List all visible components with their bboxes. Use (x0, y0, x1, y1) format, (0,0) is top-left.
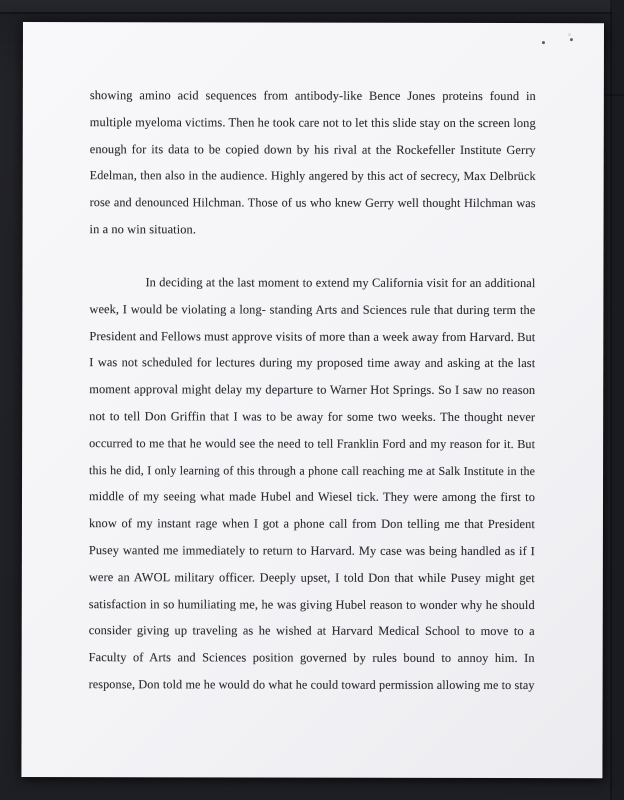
document-page (21, 22, 604, 778)
text-line: enough for its data to be copied down by his rival at the Rockefeller Institute Gerry (89, 141, 536, 157)
text-line: middle of my seeing what made Hubel and Wiesel tick. They were among the first to (88, 489, 536, 505)
text-line: response, Don told me he would do what he could toward permission allowing me to stay (88, 677, 535, 693)
ink-speck-faint (568, 33, 571, 36)
ink-speck (570, 38, 573, 41)
text-line: occurred to me that he would see the need to tell Franklin Ford and my reason for it. But (89, 435, 536, 451)
text-line: Edelman, then also in the audience. Highly angered by this act of secrecy, Max Delbrück (89, 168, 536, 184)
paragraph-1 (90, 82, 536, 244)
ink-speck (542, 41, 545, 44)
backdrop-top-seam (0, 12, 624, 14)
text-line: this he did, I only learning of this through a phone call reaching me at Salk Institute in the (89, 462, 536, 478)
text-line: President and Fellows must approve visits of more than a week away from Harvard. But (89, 328, 536, 344)
text-line: know of my instant rage when I got a phone call from Don telling me that President (88, 516, 535, 532)
text-line: multiple myeloma victims. Then he took care not to let this slide stay on the screen long (89, 114, 536, 130)
backdrop-right-strip (612, 0, 624, 800)
backdrop-right-seam (610, 0, 612, 800)
backdrop-right-stub-seam (604, 94, 624, 96)
text-line: Pusey wanted me immediately to return to Harvard. My case was being handled as if I (88, 543, 535, 559)
text-line: moment approval might delay my departure to Warner Hot Springs. So I saw no reason (89, 382, 536, 398)
text-line: in a no win situation. (89, 222, 197, 237)
text-line: rose and denounced Hilchman. Those of us who knew Gerry well thought Hilchman was (89, 195, 536, 211)
text-line: were an AWOL military officer. Deeply upset, I told Don that while Pusey might get (88, 569, 535, 585)
text-line: Faculty of Arts and Sciences position governed by rules bound to annoy him. In (88, 650, 535, 666)
text-line: not to tell Don Griffin that I was to be away for some two weeks. The thought never (89, 409, 536, 425)
text-line: I was not scheduled for lectures during my proposed time away and asking at the last (89, 355, 536, 371)
text-line: week, I would be violating a long- standing Arts and Sciences rule that during term the (89, 301, 536, 317)
text-line: satisfaction in so humiliating me, he was giving Hubel reason to wonder why he should (88, 596, 535, 612)
text-line: In deciding at the last moment to extend my California visit for an additional (145, 275, 536, 291)
text-line: consider giving up traveling as he wished at Harvard Medical School to move to a (88, 623, 535, 639)
paragraph-2 (89, 269, 536, 699)
text-line: showing amino acid sequences from antibody-like Bence Jones proteins found in (89, 88, 536, 104)
